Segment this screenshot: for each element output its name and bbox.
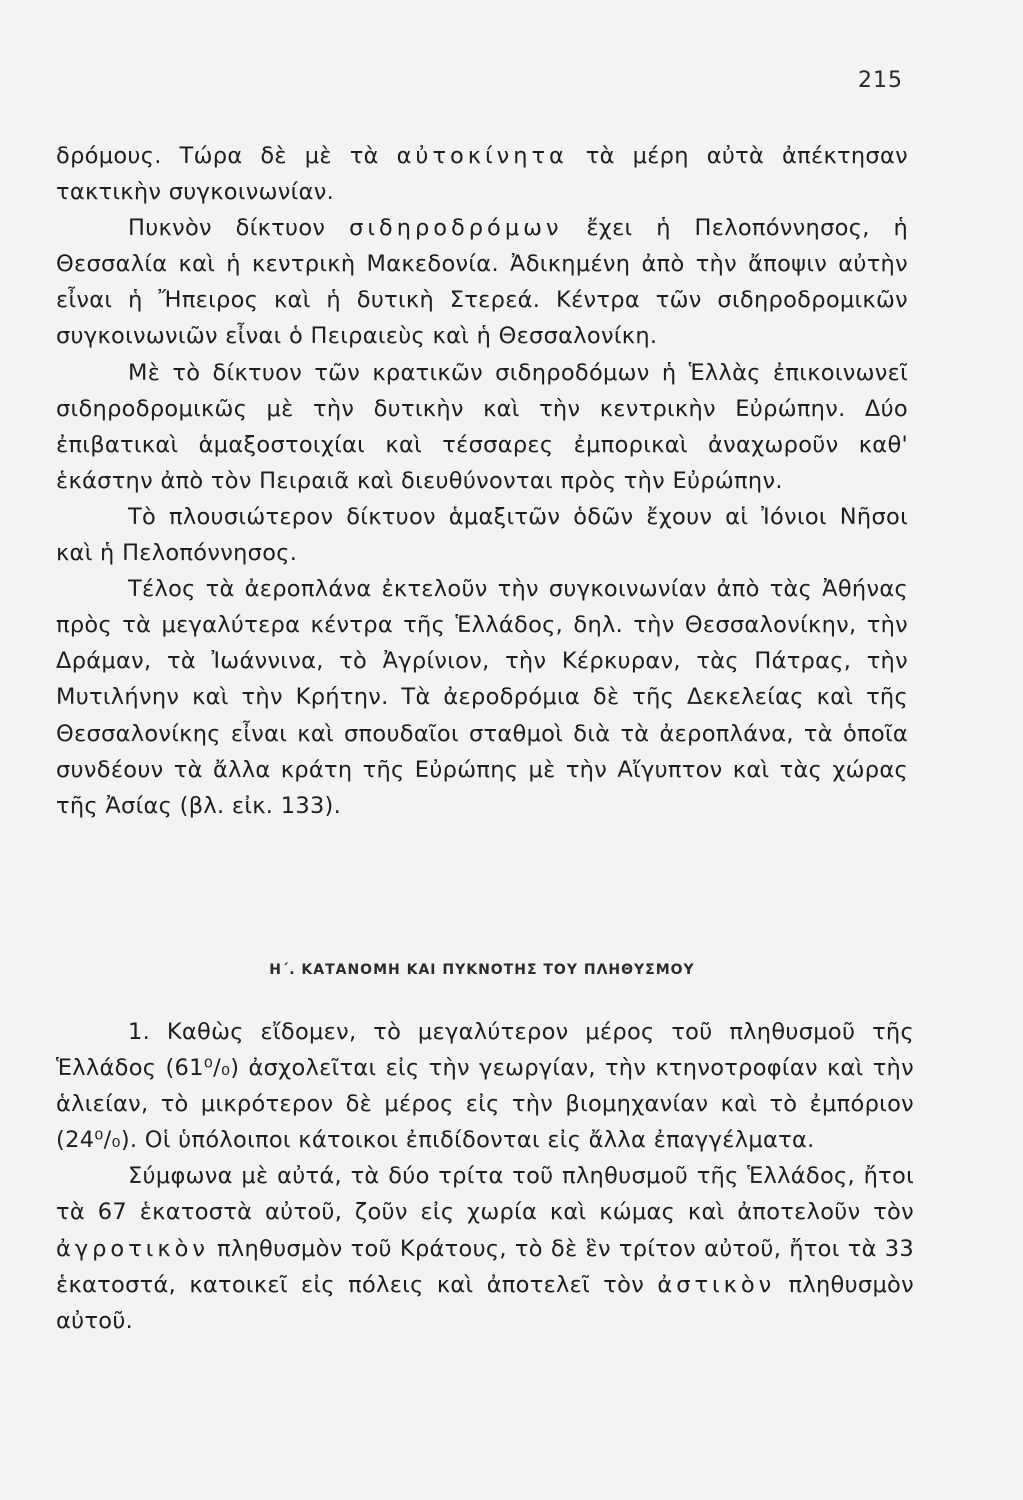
emphasis-text: ἀστικὸν bbox=[657, 1271, 776, 1298]
emphasis-text: σιδηροδρόμων bbox=[349, 215, 563, 242]
text-run: τὰ μέρη αὐτὰ ἀπέκτησαν τακτικὴν συγκοινωνίαν. bbox=[56, 143, 908, 206]
text-run: Πυκνὸν δίκτυον bbox=[128, 215, 350, 242]
text-run: 1. Καθὼς εἴδομεν, τὸ μεγαλύτερον μέρος τοῦ πληθυσμοῦ τῆς Ἑλλάδος (61⁰/₀) ἀσχολεῖται εἰς τὴν γεωργίαν, τὴν κτηνοτροφίαν καὶ τὴν ἁλιείαν, τὸ μικρότερον δὲ μέρος εἰς τὴν βιομηχανίαν καὶ τὸ ἐμπόριον (24⁰/₀). Οἱ ὑπόλοιποι κάτοικοι ἐπιδίδονται εἰς ἄλλα ἐπαγγέλματα. bbox=[56, 1019, 914, 1154]
paragraph bbox=[56, 1158, 914, 1338]
paragraph bbox=[56, 355, 908, 499]
section-heading: Η΄. ΚΑΤΑΝΟΜΗ ΚΑΙ ΠΥΚΝΟΤΗΣ ΤΟΥ ΠΛΗΘΥΣΜΟΥ bbox=[269, 962, 695, 978]
text-run: πληθυσμὸν αὐτοῦ. bbox=[56, 1271, 914, 1334]
text-run: πληθυσμὸν τοῦ Κράτους, τὸ δὲ ἓν τρίτον αὐτοῦ, ἤτοι τὰ 33 ἑκατοστά, κατοικεῖ εἰς πόλεις καὶ ἀποτελεῖ τὸν bbox=[56, 1235, 914, 1298]
text-run: Τὸ πλουσιώτερον δίκτυον ἁμαξιτῶν ὁδῶν ἔχουν αἱ Ἰόνιοι Νῆσοι καὶ ἡ Πελοπόννησος. bbox=[56, 503, 908, 567]
text-run: δρόμους. Τώρα δὲ μὲ τὰ bbox=[56, 143, 397, 169]
text-run: Τέλος τὰ ἀεροπλάνα ἐκτελοῦν τὴν συγκοινωνίαν ἀπὸ τὰς Ἀθήνας πρὸς τὰ μεγαλύτερα κέντρα τῆς Ἑλλάδος, δηλ. τὴν Θεσσαλονίκην, τὴν Δράμαν, τὰ Ἰωάννινα, τὸ Ἀγρίνιον, τὴν Κέρκυραν, τὰς Πάτρας, τὴν Μυτιλήνην καὶ τὴν Κρήτην. Τὰ ἀεροδρόμια δὲ τῆς Δεκελείας καὶ τῆς Θεσσαλονίκης εἶναι καὶ σπουδαῖοι σταθμοὶ διὰ τὰ ἀεροπλάνα, τὰ ὁποῖα συνδέουν τὰ ἄλλα κράτη τῆς Εὐρώπης μὲ τὴν Αἴγυπτον καὶ τὰς χώρας τῆς Ἀσίας (βλ. εἰκ. 133). bbox=[56, 576, 908, 819]
paragraph bbox=[56, 571, 908, 824]
paragraph bbox=[56, 138, 908, 210]
paragraph bbox=[56, 1014, 914, 1158]
paragraph bbox=[56, 210, 908, 354]
emphasis-text: ἀγροτικὸν bbox=[56, 1235, 209, 1262]
page-number: 215 bbox=[858, 68, 903, 93]
text-run: Σύμφωνα μὲ αὐτά, τὰ δύο τρίτα τοῦ πληθυσμοῦ τῆς Ἑλλάδος, ἤτοι τὰ 67 ἑκατοστὰ αὐτοῦ, ζοῦν εἰς χωρία καὶ κώμας καὶ ἀποτελοῦν τὸν bbox=[56, 1163, 914, 1226]
section-text bbox=[56, 1014, 914, 1339]
paragraph bbox=[56, 499, 908, 571]
text-run: Μὲ τὸ δίκτυον τῶν κρατικῶν σιδηροδόμων ἡ Ἑλλὰς ἐπικοινωνεῖ σιδηροδρομικῶς μὲ τὴν δυτικὴν καὶ τὴν κεντρικὴν Εὐρώπην. Δύο ἐπιβατικαὶ ἁμαξοστοιχίαι καὶ τέσσαρες ἐμπορικαὶ ἀναχωροῦν καθ' ἑκάστην ἀπὸ τὸν Πειραιᾶ καὶ διευθύνονται πρὸς τὴν Εὐρώπην. bbox=[56, 359, 908, 494]
emphasis-text: αὐτοκίνητα bbox=[396, 143, 568, 169]
body-text bbox=[56, 138, 908, 824]
text-run: ἔχει ἡ Πελοπόννησος, ἡ Θεσσαλία καὶ ἡ κεντρικὴ Μακεδονία. Ἀδικημένη ἀπὸ τὴν ἄποψιν αὐτὴν εἶναι ἡ Ἤπειρος καὶ ἡ δυτικὴ Στερεά. Κέντρα τῶν σιδηροδρομικῶν συγκοινωνιῶν εἶναι ὁ Πειραιεὺς καὶ ἡ Θεσσαλονίκη. bbox=[56, 215, 908, 350]
